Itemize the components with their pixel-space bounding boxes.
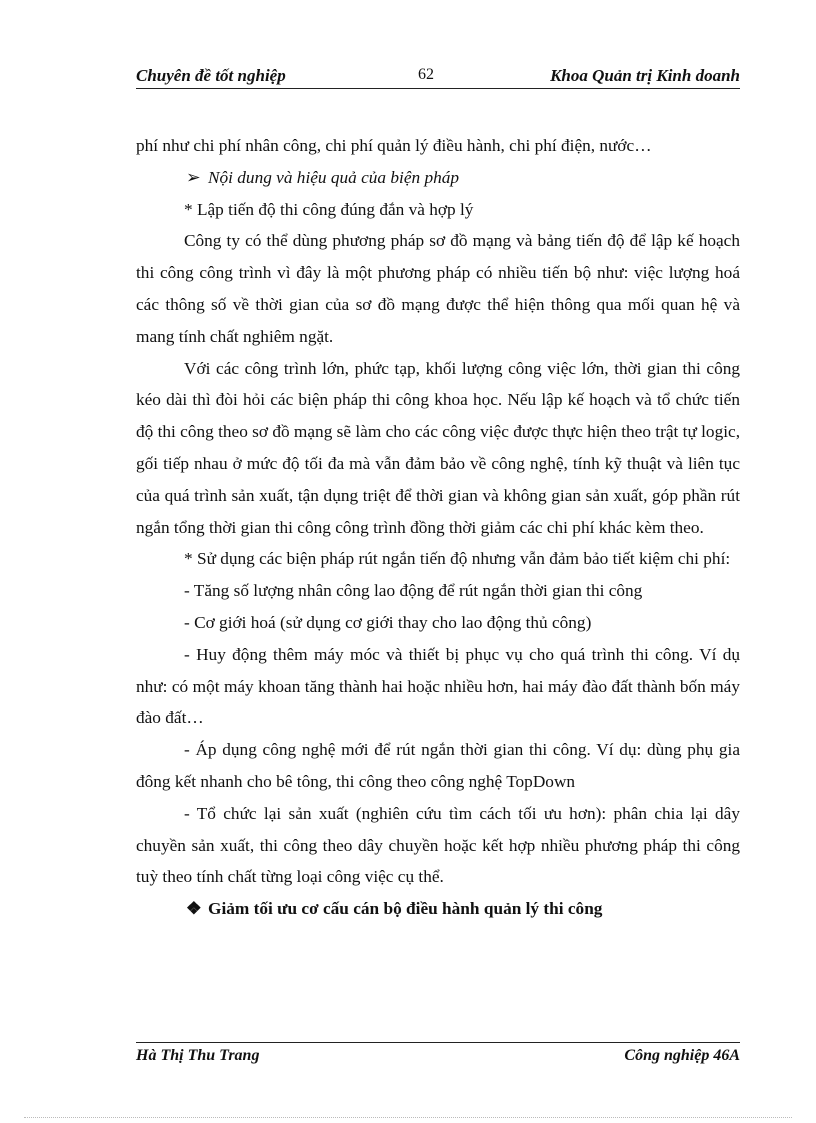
- section-heading-management: [136, 893, 740, 925]
- list-item-reorganize: - Tổ chức lại sản xuất (nghiên cứu tìm cách tối ưu hơn): phân chia lại dây chuyền sản xuất, thi công theo dây chuyền hoặc kết hợp nhiều phương pháp thi công tuỳ theo tính chất từng loại công việc cụ thể.: [136, 803, 740, 887]
- page-footer: [136, 1042, 740, 1069]
- document-body: [136, 130, 740, 925]
- page-bottom-divider: [24, 1117, 792, 1118]
- subheading-shorten-schedule: * Sử dụng các biện pháp rút ngắn tiến độ nhưng vẫn đảm bảo tiết kiệm chi phí:: [184, 549, 731, 569]
- section-heading-content-effect: [136, 162, 740, 194]
- section-heading-management-text: Giảm tối ưu cơ cấu cán bộ điều hành quản lý thi công: [208, 899, 603, 919]
- list-item-labor: - Tăng số lượng nhân công lao động để rút ngắn thời gian thi công: [184, 581, 643, 601]
- footer-author: Hà Thị Thu Trang: [136, 1047, 260, 1064]
- header-thesis-title: Chuyên đề tốt nghiệp: [136, 66, 286, 85]
- page-number: 62: [418, 66, 434, 83]
- page-header: [136, 64, 740, 89]
- diamond-bullet-icon: ❖: [186, 899, 202, 919]
- footer-class: Công nghiệp 46A: [624, 1047, 740, 1064]
- arrow-bullet-icon: ➢: [186, 167, 201, 187]
- list-item-machinery: - Huy động thêm máy móc và thiết bị phục vụ cho quá trình thi công. Ví dụ như: có một máy khoan tăng thành hai hoặc nhiều hơn, hai máy đào đất thành bốn máy đào đất…: [136, 644, 740, 728]
- section-heading-text: Nội dung và hiệu quả của biện pháp: [208, 167, 460, 187]
- header-faculty: Khoa Quản trị Kinh doanh: [550, 66, 740, 85]
- paragraph-cost-continuation: phí như chi phí nhân công, chi phí quản lý điều hành, chi phí điện, nước…: [136, 136, 652, 155]
- list-item-mechanization: - Cơ giới hoá (sử dụng cơ giới thay cho lao động thủ công): [184, 612, 592, 632]
- paragraph-network-diagram: Công ty có thể dùng phương pháp sơ đồ mạng và bảng tiến độ để lập kế hoạch thi công công trình vì đây là một phương pháp có nhiều tiến bộ như: việc lượng hoá các thông số về thời gian của sơ đồ mạng được thể hiện thông qua mối quan hệ và mang tính chất nghiêm ngặt.: [136, 231, 740, 346]
- list-item-new-technology: - Áp dụng công nghệ mới để rút ngắn thời gian thi công. Ví dụ: dùng phụ gia đông kết nhanh cho bê tông, thi công theo công nghệ TopDown: [136, 740, 740, 791]
- paragraph-large-projects: Với các công trình lớn, phức tạp, khối lượng công việc lớn, thời gian thi công kéo dài thì đòi hỏi các biện pháp thi công khoa học. Nếu lập kế hoạch và tổ chức tiến độ thi công theo sơ đồ mạng sẽ làm cho các công việc được thực hiện theo trật tự logic, gối tiếp nhau ở mức độ tối đa mà vẫn đảm bảo về công nghệ, tính kỹ thuật và liên tục của quá trình sản xuất, tận dụng triệt để thời gian và không gian sản xuất, góp phần rút ngắn tổng thời gian thi công công trình đồng thời giảm các chi phí khác kèm theo.: [136, 358, 741, 537]
- subheading-schedule: * Lập tiến độ thi công đúng đắn và hợp lý: [184, 199, 474, 219]
